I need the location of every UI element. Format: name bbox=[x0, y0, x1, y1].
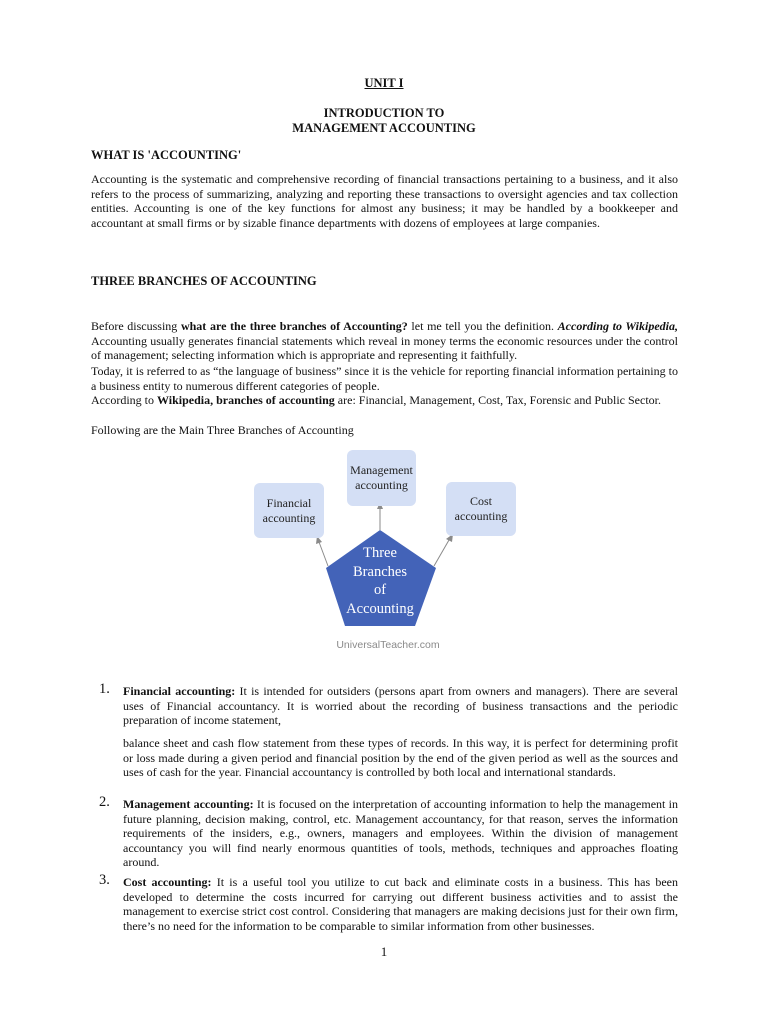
list-item-text bbox=[123, 797, 678, 870]
text-run: Before discussing bbox=[91, 319, 181, 333]
list-number: 3. bbox=[99, 872, 110, 888]
bold-phrase: Wikipedia, branches of accounting bbox=[156, 393, 335, 407]
source-watermark: UniversalTeacher.com bbox=[336, 639, 440, 651]
wikipedia-branches-paragraph bbox=[91, 393, 678, 408]
list-item-title: Cost accounting: bbox=[123, 875, 212, 889]
list-item-text bbox=[123, 875, 678, 933]
cost-box-line2: accounting bbox=[454, 509, 508, 523]
cost-accounting-box bbox=[446, 482, 516, 536]
list-item-body: It is focused on the interpretation of accounting information to help the management in future planning, decision making, control, etc. Management accountancy, for that reason, serves the information requirements of the insiders, e.g., owners, managers and employees. Within the division of management accountancy you will find nearly enormous quantities of tools, methods, techniques and approaches floating around. bbox=[123, 797, 678, 870]
cost-box-line1: Cost bbox=[469, 494, 492, 508]
financial-box-line1: Financial bbox=[266, 495, 312, 510]
chapter-title-line1: INTRODUCTION TO bbox=[323, 106, 445, 120]
text-run: are: Financial, Management, Cost, Tax, Forensic and Public Sector. bbox=[334, 393, 661, 407]
financial-box-line2: accounting bbox=[262, 510, 316, 525]
list-item-text bbox=[123, 684, 678, 728]
text-run: Accounting usually generates financial statements which reveal in money terms the economic resources under the control of management; selecting information which is appropriate and representing it faithfully. bbox=[91, 333, 678, 363]
pentagon-label-line2: Branches bbox=[353, 563, 407, 580]
branches-intro-paragraph bbox=[91, 319, 678, 363]
section-heading-three-branches: THREE BRANCHES OF ACCOUNTING bbox=[91, 274, 317, 288]
text-run: let me tell you the definition. bbox=[407, 319, 558, 333]
financial-accounting-box bbox=[254, 483, 324, 538]
pentagon-label-line1: Three bbox=[363, 545, 397, 561]
list-item-body: It is intended for outsiders (persons apart from owners and managers). There are several uses of Financial accountancy. It is worried about the recording of business transactions and the periodic preparation of income statement, bbox=[123, 684, 678, 728]
text-run: According to bbox=[91, 393, 157, 407]
list-item-title: Management accounting: bbox=[123, 797, 254, 811]
arrow-to-financial bbox=[319, 542, 328, 566]
list-item-title: Financial accounting: bbox=[123, 684, 236, 698]
chapter-title bbox=[0, 106, 768, 136]
accounting-definition-paragraph: Accounting is the systematic and comprehensive recording of financial transactions pertaining to a business, and it also refers to the process of summarizing, analyzing and reporting these transactions to oversight agencies and tax collection entities. Accounting is one of the key functions for almost any business; it may be handled by a bookkeeper and accountant at small firms or by sizable finance departments with dozens of employees at large companies. bbox=[91, 172, 678, 230]
list-item-continuation: balance sheet and cash flow statement from these types of records. In this way, it is perfect for determining profit or loss made during a given period and financial position by the end of the given period as well as the sources and uses of cash for the year. Financial accountancy is controlled by both local and international standards. bbox=[123, 736, 678, 780]
list-number: 2. bbox=[99, 794, 110, 810]
management-accounting-box bbox=[347, 450, 416, 506]
following-branches-line: Following are the Main Three Branches of Accounting bbox=[91, 423, 354, 437]
pentagon-label-line4: Accounting bbox=[346, 600, 414, 617]
chapter-title-line2: MANAGEMENT ACCOUNTING bbox=[292, 121, 476, 135]
list-item-body: It is a useful tool you utilize to cut back and eliminate costs in a business. This has been developed to determine the costs incurred for carrying out different business activities and to assist the management to exercise strict cost control. Considering that managers are making decisions just for their own firm, there’s no need for the information to be comparable to similar information from other businesses. bbox=[123, 875, 678, 933]
language-of-business-paragraph: Today, it is referred to as “the language of business” since it is the vehicle for reporting financial information pertaining to a business entity to numerous different categories of people. bbox=[91, 364, 678, 393]
three-branches-diagram bbox=[240, 446, 530, 658]
arrow-to-cost bbox=[434, 540, 449, 566]
section-heading-what-is-accounting: WHAT IS 'ACCOUNTING' bbox=[91, 148, 242, 162]
pentagon-label bbox=[332, 544, 428, 618]
bold-italic-phrase: According to Wikipedia, bbox=[557, 319, 678, 333]
list-number: 1. bbox=[99, 681, 110, 697]
management-box-line2: accounting bbox=[355, 478, 408, 492]
page-number: 1 bbox=[380, 944, 388, 959]
unit-title: UNIT I bbox=[364, 76, 404, 90]
management-box-line1: Management bbox=[350, 463, 413, 477]
pentagon-label-line3: of bbox=[373, 582, 387, 598]
bold-phrase: what are the three branches of Accounting? bbox=[180, 319, 408, 333]
